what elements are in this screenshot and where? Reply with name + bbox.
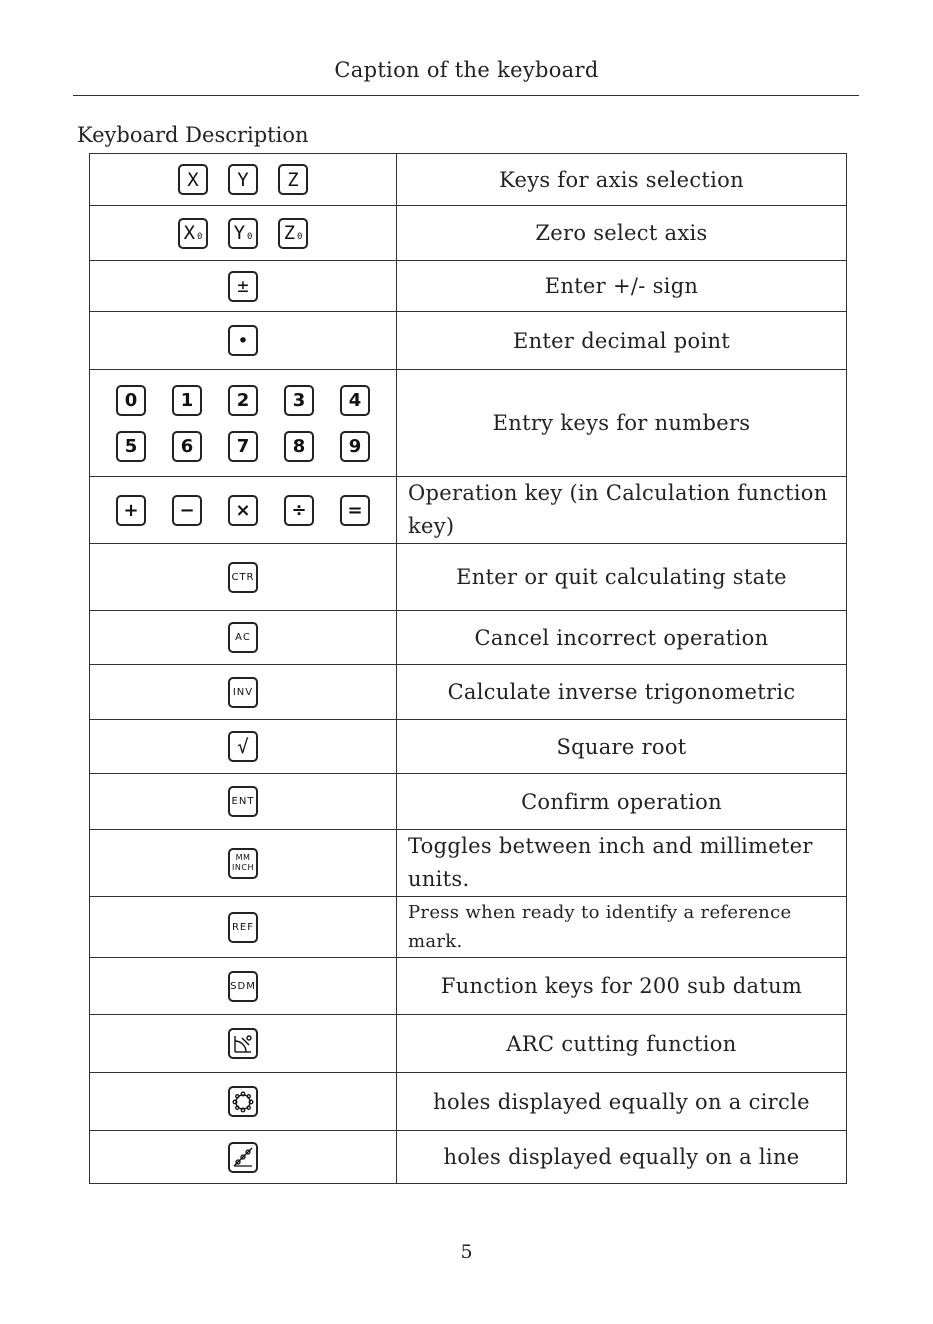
key-cell: [90, 958, 397, 1015]
key-inch-label: INCH: [232, 863, 254, 872]
number-keys-row: [90, 377, 396, 423]
description: Cancel incorrect operation: [397, 611, 847, 665]
description: Entry keys for numbers: [397, 370, 847, 477]
table-row: [90, 154, 847, 206]
table-row: [90, 958, 847, 1015]
key-sdm: SDM: [228, 971, 258, 1002]
table-row: [90, 206, 847, 261]
description: holes displayed equally on a circle: [397, 1073, 847, 1131]
key-cell: [90, 720, 397, 774]
key-cell: [90, 261, 397, 312]
key-subscript: 0: [247, 232, 253, 242]
key-ent: ENT: [228, 786, 258, 817]
section-title: Keyboard Description: [77, 123, 309, 147]
key-9: 9: [340, 431, 370, 462]
table-row: [90, 774, 847, 830]
key-plus-minus: ±: [228, 271, 258, 302]
description: Calculate inverse trigonometric: [397, 665, 847, 720]
key-letter: Y: [233, 222, 246, 244]
key-cell: [90, 611, 397, 665]
key-cell: [90, 477, 397, 544]
table-row: [90, 477, 847, 544]
key-7: 7: [228, 431, 258, 462]
table-row: [90, 897, 847, 958]
number-keys-row: [90, 423, 396, 469]
table-row: [90, 312, 847, 370]
description: Enter +/- sign: [397, 261, 847, 312]
page-header: Caption of the keyboard: [334, 58, 599, 82]
key-square-root: √: [228, 731, 258, 762]
table-row: [90, 1015, 847, 1073]
key-cell: [90, 830, 397, 897]
description: Operation key (in Calculation function key): [397, 477, 847, 544]
table-row: [90, 261, 847, 312]
table-row: [90, 544, 847, 611]
key-minus: −: [172, 495, 202, 526]
key-divide: ÷: [284, 495, 314, 526]
key-plus: +: [116, 495, 146, 526]
key-cell: [90, 1015, 397, 1073]
key-z0: [278, 218, 308, 249]
table-row: [90, 1073, 847, 1131]
description: Confirm operation: [397, 774, 847, 830]
description: Toggles between inch and millimeter units.: [397, 830, 847, 897]
key-cell: [90, 206, 397, 261]
key-cell: [90, 1131, 397, 1184]
key-x0: [178, 218, 208, 249]
description: Enter or quit calculating state: [397, 544, 847, 611]
key-cell: [90, 774, 397, 830]
line-holes-icon: [228, 1142, 258, 1173]
key-2: 2: [228, 385, 258, 416]
table-row: [90, 1131, 847, 1184]
key-3: 3: [284, 385, 314, 416]
key-multiply: ×: [228, 495, 258, 526]
description: Function keys for 200 sub datum: [397, 958, 847, 1015]
key-ac: AC: [228, 622, 258, 653]
description: Square root: [397, 720, 847, 774]
description: Press when ready to identify a reference mark.: [397, 897, 847, 958]
key-y: Y: [228, 164, 258, 195]
key-4: 4: [340, 385, 370, 416]
key-8: 8: [284, 431, 314, 462]
key-subscript: 0: [197, 232, 203, 242]
key-cell: [90, 1073, 397, 1131]
key-equals: =: [340, 495, 370, 526]
key-1: 1: [172, 385, 202, 416]
key-inv: INV: [228, 677, 258, 708]
description: Keys for axis selection: [397, 154, 847, 206]
key-0: 0: [116, 385, 146, 416]
table-row: [90, 830, 847, 897]
circle-holes-icon: [228, 1086, 258, 1117]
key-mm-inch: [228, 848, 258, 879]
description: holes displayed equally on a line: [397, 1131, 847, 1184]
key-cell: [90, 370, 397, 477]
key-cell: [90, 312, 397, 370]
key-letter: X: [183, 222, 196, 244]
table-row: [90, 611, 847, 665]
key-letter: Z: [283, 222, 296, 244]
key-5: 5: [116, 431, 146, 462]
table-row: [90, 665, 847, 720]
key-x: X: [178, 164, 208, 195]
key-ctr: CTR: [228, 562, 258, 593]
key-cell: [90, 665, 397, 720]
key-z: Z: [278, 164, 308, 195]
key-6: 6: [172, 431, 202, 462]
keyboard-table: [89, 153, 847, 1184]
key-mm-label: MM: [235, 853, 251, 862]
table-row: [90, 370, 847, 477]
arc-icon: [228, 1028, 258, 1059]
key-ref: REF: [228, 912, 258, 943]
key-decimal-point: •: [228, 325, 258, 356]
header-rule: [73, 95, 859, 96]
key-y0: [228, 218, 258, 249]
key-cell: [90, 544, 397, 611]
key-subscript: 0: [297, 232, 303, 242]
description: ARC cutting function: [397, 1015, 847, 1073]
description: Zero select axis: [397, 206, 847, 261]
page-number: 5: [460, 1241, 473, 1263]
key-cell: [90, 154, 397, 206]
table-row: [90, 720, 847, 774]
description: Enter decimal point: [397, 312, 847, 370]
key-cell: [90, 897, 397, 958]
